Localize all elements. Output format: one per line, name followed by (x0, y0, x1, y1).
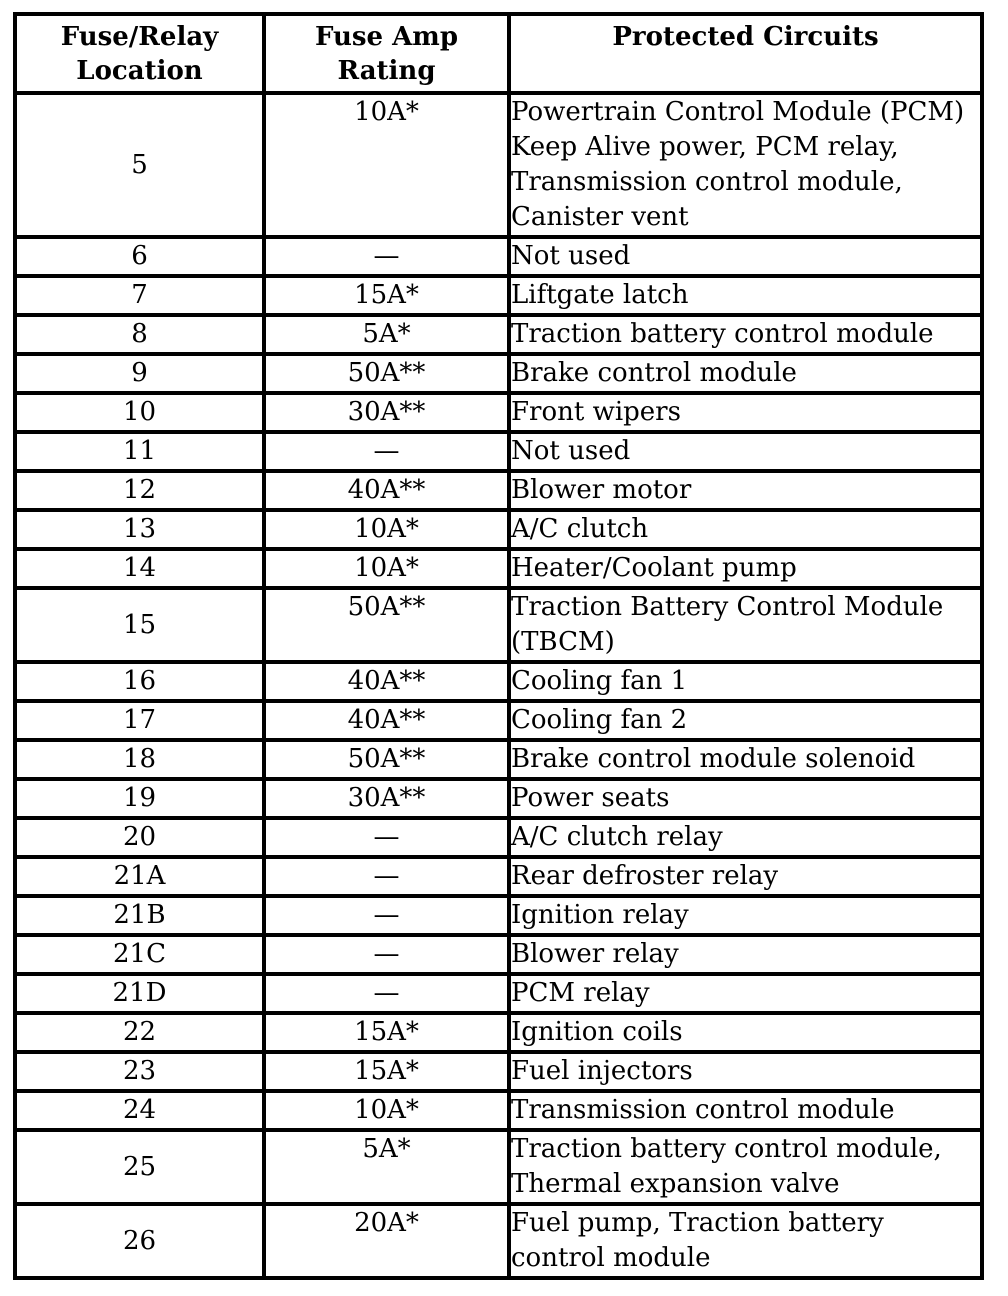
circuit-line: Blower motor (511, 475, 692, 505)
table-row (15, 1091, 982, 1130)
fuse-location-cell: 11 (15, 432, 264, 471)
circuit-line: A/C clutch relay (511, 822, 723, 852)
circuit-line: Brake control module solenoid (511, 744, 916, 774)
amp-rating-cell: 10A* (264, 93, 509, 237)
protected-circuits-cell (509, 662, 982, 701)
circuit-line: Brake control module (511, 358, 797, 388)
circuit-line: Thermal expansion valve (511, 1169, 840, 1199)
fuse-location-cell: 6 (15, 237, 264, 276)
table-row (15, 701, 982, 740)
amp-rating-cell: — (264, 857, 509, 896)
amp-rating-cell: 15A* (264, 276, 509, 315)
table-row (15, 510, 982, 549)
circuit-line: Canister vent (511, 202, 689, 232)
table-row (15, 935, 982, 974)
amp-rating-cell: — (264, 432, 509, 471)
header-location (15, 14, 264, 93)
circuit-line: Cooling fan 1 (511, 666, 688, 696)
fuse-location-cell: 24 (15, 1091, 264, 1130)
protected-circuits-cell (509, 510, 982, 549)
table-row (15, 1013, 982, 1052)
header-location-line-1: Fuse/Relay (60, 22, 219, 52)
circuit-line: control module (511, 1243, 711, 1273)
fuse-location-cell: 20 (15, 818, 264, 857)
circuit-line: PCM relay (511, 978, 650, 1008)
header-location-line-2: Location (76, 56, 203, 86)
circuit-line: Fuel injectors (511, 1056, 693, 1086)
amp-rating-cell: 10A* (264, 1091, 509, 1130)
protected-circuits-cell (509, 432, 982, 471)
fuse-location-cell: 22 (15, 1013, 264, 1052)
circuit-line: Not used (511, 436, 631, 466)
fuse-location-cell: 21D (15, 974, 264, 1013)
table-row (15, 276, 982, 315)
table-row (15, 315, 982, 354)
circuit-line: Front wipers (511, 397, 681, 427)
circuit-line: Traction Battery Control Module (511, 592, 944, 622)
fuse-location-cell: 9 (15, 354, 264, 393)
circuit-line: Traction battery control module (511, 319, 934, 349)
protected-circuits-cell (509, 237, 982, 276)
fuse-location-cell: 5 (15, 93, 264, 237)
amp-rating-cell: 10A* (264, 510, 509, 549)
amp-rating-cell: 40A** (264, 701, 509, 740)
circuit-line: Rear defroster relay (511, 861, 779, 891)
fuse-location-cell: 25 (15, 1130, 264, 1204)
protected-circuits-cell (509, 1130, 982, 1204)
circuit-line: Transmission control module (511, 1095, 895, 1125)
amp-rating-cell: 5A* (264, 315, 509, 354)
circuit-line: Transmission control module, (511, 167, 903, 197)
table-row (15, 549, 982, 588)
table-row (15, 432, 982, 471)
amp-rating-cell: — (264, 935, 509, 974)
protected-circuits-cell (509, 93, 982, 237)
fuse-location-cell: 13 (15, 510, 264, 549)
amp-rating-cell: 50A** (264, 354, 509, 393)
header-amp-line-2: Rating (337, 56, 436, 86)
amp-rating-cell: 15A* (264, 1052, 509, 1091)
circuit-line: A/C clutch (511, 514, 649, 544)
header-row (15, 14, 982, 93)
amp-rating-cell: 50A** (264, 740, 509, 779)
fuse-location-cell: 18 (15, 740, 264, 779)
amp-rating-cell: 40A** (264, 662, 509, 701)
fuse-location-cell: 26 (15, 1204, 264, 1278)
amp-rating-cell: 50A** (264, 588, 509, 662)
amp-rating-cell: 20A* (264, 1204, 509, 1278)
protected-circuits-cell (509, 935, 982, 974)
protected-circuits-cell (509, 740, 982, 779)
table-row (15, 93, 982, 237)
header-protected-circuits (509, 14, 982, 93)
circuit-line: Fuel pump, Traction battery (511, 1208, 884, 1238)
table-row (15, 393, 982, 432)
table-row (15, 857, 982, 896)
protected-circuits-cell (509, 588, 982, 662)
fuse-relay-table (13, 12, 984, 1280)
table-row (15, 354, 982, 393)
amp-rating-cell: 40A** (264, 471, 509, 510)
table-row (15, 471, 982, 510)
fuse-location-cell: 15 (15, 588, 264, 662)
circuit-line: Traction battery control module, (511, 1134, 942, 1164)
table-row (15, 1052, 982, 1091)
table-row (15, 740, 982, 779)
fuse-location-cell: 8 (15, 315, 264, 354)
protected-circuits-cell (509, 857, 982, 896)
protected-circuits-cell (509, 1091, 982, 1130)
amp-rating-cell: 30A** (264, 779, 509, 818)
protected-circuits-cell (509, 276, 982, 315)
amp-rating-cell: 10A* (264, 549, 509, 588)
protected-circuits-cell (509, 1204, 982, 1278)
header-circuits-line-1: Protected Circuits (612, 22, 879, 52)
circuit-line: (TBCM) (511, 627, 615, 657)
fuse-location-cell: 14 (15, 549, 264, 588)
protected-circuits-cell (509, 315, 982, 354)
fuse-location-cell: 21A (15, 857, 264, 896)
protected-circuits-cell (509, 471, 982, 510)
table-row (15, 588, 982, 662)
circuit-line: Ignition relay (511, 900, 689, 930)
protected-circuits-cell (509, 1013, 982, 1052)
protected-circuits-cell (509, 779, 982, 818)
circuit-line: Not used (511, 241, 631, 271)
amp-rating-cell: — (264, 237, 509, 276)
protected-circuits-cell (509, 1052, 982, 1091)
fuse-location-cell: 17 (15, 701, 264, 740)
table-row (15, 974, 982, 1013)
table-row (15, 1204, 982, 1278)
table-row (15, 237, 982, 276)
fuse-location-cell: 23 (15, 1052, 264, 1091)
table-row (15, 779, 982, 818)
protected-circuits-cell (509, 549, 982, 588)
amp-rating-cell: 15A* (264, 1013, 509, 1052)
amp-rating-cell: 30A** (264, 393, 509, 432)
fuse-location-cell: 21C (15, 935, 264, 974)
circuit-line: Blower relay (511, 939, 679, 969)
table-row (15, 896, 982, 935)
amp-rating-cell: — (264, 974, 509, 1013)
circuit-line: Cooling fan 2 (511, 705, 688, 735)
amp-rating-cell: 5A* (264, 1130, 509, 1204)
circuit-line: Keep Alive power, PCM relay, (511, 132, 899, 162)
fuse-location-cell: 16 (15, 662, 264, 701)
protected-circuits-cell (509, 896, 982, 935)
fuse-location-cell: 10 (15, 393, 264, 432)
fuse-location-cell: 12 (15, 471, 264, 510)
header-amp-line-1: Fuse Amp (315, 22, 458, 52)
circuit-line: Powertrain Control Module (PCM) (511, 97, 965, 127)
table-body (15, 93, 982, 1278)
amp-rating-cell: — (264, 818, 509, 857)
fuse-location-cell: 21B (15, 896, 264, 935)
header-amp-rating (264, 14, 509, 93)
circuit-line: Liftgate latch (511, 280, 689, 310)
protected-circuits-cell (509, 701, 982, 740)
table-row (15, 662, 982, 701)
amp-rating-cell: — (264, 896, 509, 935)
protected-circuits-cell (509, 974, 982, 1013)
protected-circuits-cell (509, 393, 982, 432)
table-row (15, 1130, 982, 1204)
circuit-line: Heater/Coolant pump (511, 553, 797, 583)
circuit-line: Power seats (511, 783, 670, 813)
fuse-location-cell: 7 (15, 276, 264, 315)
protected-circuits-cell (509, 818, 982, 857)
table-row (15, 818, 982, 857)
circuit-line: Ignition coils (511, 1017, 683, 1047)
fuse-location-cell: 19 (15, 779, 264, 818)
protected-circuits-cell (509, 354, 982, 393)
